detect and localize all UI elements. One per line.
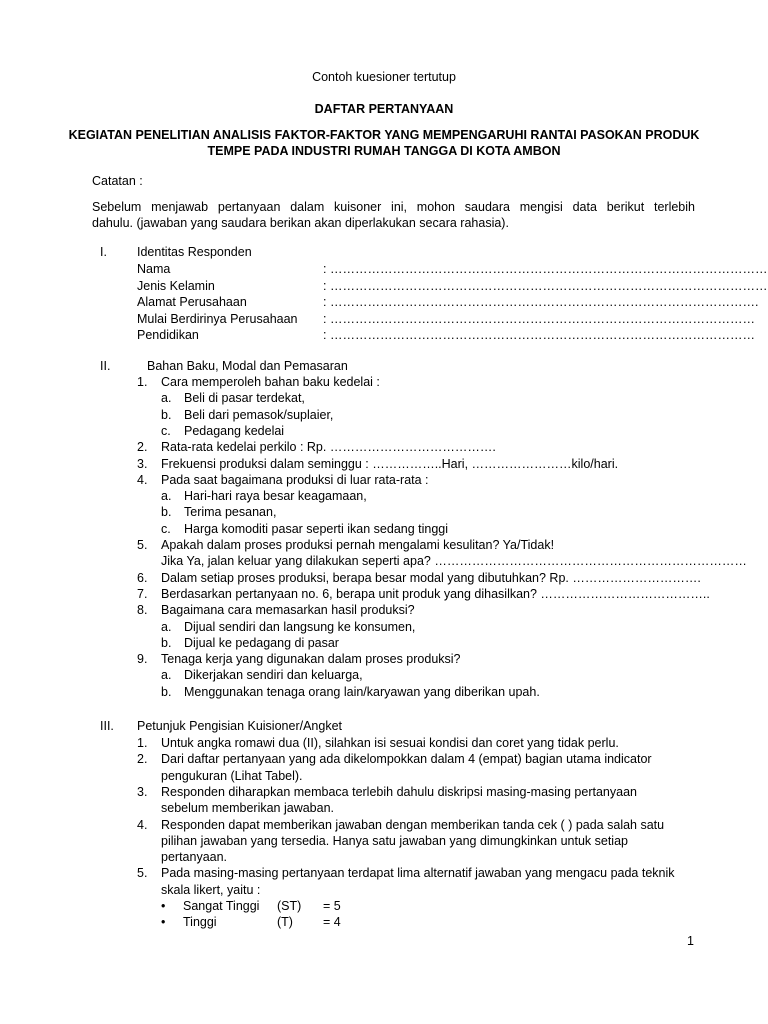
option-text: Harga komoditi pasar seperti ikan sedang tinggi: [184, 521, 449, 536]
option-letter: c.: [161, 423, 171, 438]
scale-label: Tinggi: [183, 915, 217, 930]
option-letter: b.: [161, 635, 172, 650]
scale-value: = 4: [323, 915, 341, 930]
option-letter: a.: [161, 619, 172, 634]
section-2-number: II.: [100, 359, 111, 373]
field-label: Alamat Perusahaan: [137, 295, 247, 310]
question-number: 8.: [137, 603, 148, 618]
question-number: 6.: [137, 570, 148, 585]
scale-abbreviation: (ST): [277, 899, 302, 913]
doc-title-line-1: KEGIATAN PENELITIAN ANALISIS FAKTOR-FAKTOR YANG MEMPENGARUHI RANTAI PASOKAN PRODUK: [68, 128, 700, 142]
option-text: Hari-hari raya besar keagamaan,: [184, 489, 367, 504]
option-text: Dikerjakan sendiri dan keluarga,: [184, 668, 363, 683]
option-text: Terima pesanan,: [184, 505, 277, 520]
page-number: 1: [687, 934, 694, 948]
doc-title-line-2: TEMPE PADA INDUSTRI RUMAH TANGGA DI KOTA AMBON: [207, 144, 561, 158]
catatan-text-line-2: dahulu. (jawaban yang saudara berikan akan diperlakukan secara rahasia).: [92, 216, 509, 230]
option-text: Beli dari pemasok/suplaier,: [184, 407, 334, 422]
question-text: Responden diharapkan membaca terlebih dahulu diskripsi masing-masing pertanyaan: [161, 784, 637, 799]
scale-value: = 5: [323, 899, 341, 913]
question-text: Bagaimana cara memasarkan hasil produksi?: [161, 603, 415, 618]
field-value: : ……………………………………………………………………………………………: [323, 262, 768, 276]
question-text: Frekuensi produksi dalam seminggu : ……………..Hari, ……………………kilo/hari.: [161, 456, 619, 471]
section-3-number: III.: [100, 719, 114, 733]
option-letter: a.: [161, 489, 172, 504]
question-number: 5.: [137, 866, 148, 881]
option-letter: b.: [161, 407, 172, 422]
option-text: Dijual sendiri dan langsung ke konsumen,: [184, 619, 416, 634]
question-text: Pada saat bagaimana produksi di luar rata-rata :: [161, 472, 429, 487]
question-text: Pada masing-masing pertanyaan terdapat lima alternatif jawaban yang mengacu pada teknik: [161, 866, 675, 881]
question-number: 7.: [137, 586, 148, 601]
option-text: Beli di pasar terdekat,: [184, 391, 305, 406]
question-number: 1.: [137, 736, 148, 750]
question-number: 3.: [137, 784, 148, 799]
question-text: Dari daftar pertanyaan yang ada dikelompokkan dalam 4 (empat) bagian utama indicator: [161, 752, 652, 767]
question-number: 4.: [137, 472, 148, 487]
field-value: : ……………………………………………………………………………………………: [323, 278, 768, 293]
continuation-text: pilihan jawaban yang tersedia. Hanya satu jawaban yang dimungkinkan untuk setiap: [161, 833, 628, 848]
scale-label: Sangat Tinggi: [183, 899, 260, 913]
question-text: Rata-rata kedelai perkilo : Rp. ………………………………….: [161, 440, 496, 455]
option-letter: b.: [161, 505, 172, 520]
question-text: Untuk angka romawi dua (II), silahkan isi sesuai kondisi dan coret yang tidak perlu.: [161, 736, 619, 750]
scale-abbreviation: (T): [277, 915, 293, 930]
continuation-text: pertanyaan.: [161, 850, 228, 865]
question-text: Apakah dalam proses produksi pernah mengalami kesulitan? Ya/Tidak!: [161, 538, 555, 552]
field-label: Jenis Kelamin: [137, 278, 215, 293]
option-text: Pedagang kedelai: [184, 423, 285, 438]
question-number: 5.: [137, 538, 148, 552]
field-label: Nama: [137, 262, 171, 276]
section-2-title: Bahan Baku, Modal dan Pemasaran: [147, 359, 348, 373]
option-letter: b.: [161, 684, 172, 699]
continuation-text: sebelum memberikan jawaban.: [161, 801, 335, 816]
field-value: : ………………………………………………………………………………………….: [323, 295, 759, 310]
option-text: Dijual ke pedagang di pasar: [184, 635, 339, 650]
question-number: 2.: [137, 752, 148, 767]
bullet-icon: •: [161, 915, 166, 930]
continuation-text: pengukuran (Lihat Tabel).: [161, 768, 303, 783]
question-number: 4.: [137, 817, 148, 832]
doc-subtitle: Contoh kuesioner tertutup: [312, 70, 456, 84]
option-letter: a.: [161, 391, 172, 406]
continuation-text: skala likert, yaitu :: [161, 882, 261, 897]
question-text: Berdasarkan pertanyaan no. 6, berapa unit produk yang dihasilkan? …………………………………..: [161, 586, 710, 601]
field-value: : …………………………………………………………………………………………: [323, 311, 755, 326]
catatan-text-line-1: Sebelum menjawab pertanyaan dalam kuisoner ini, mohon saudara mengisi data berikut terlebih: [92, 200, 695, 214]
doc-heading: DAFTAR PERTANYAAN: [314, 102, 454, 116]
option-letter: a.: [161, 668, 172, 683]
bullet-icon: •: [161, 899, 166, 913]
section-3-title: Petunjuk Pengisian Kuisioner/Angket: [137, 719, 342, 733]
question-number: 2.: [137, 440, 148, 455]
question-number: 3.: [137, 456, 148, 471]
question-number: 9.: [137, 652, 148, 667]
option-letter: c.: [161, 521, 171, 536]
field-value: : …………………………………………………………………………………………: [323, 328, 755, 343]
section-1-title: Identitas Responden: [137, 245, 252, 259]
option-text: Menggunakan tenaga orang lain/karyawan yang diberikan upah.: [184, 684, 540, 699]
question-number: 1.: [137, 375, 148, 389]
question-text: Dalam setiap proses produksi, berapa besar modal yang dibutuhkan? Rp. ………………………….: [161, 570, 701, 585]
catatan-label: Catatan :: [92, 174, 143, 188]
field-label: Mulai Berdirinya Perusahaan: [137, 311, 298, 326]
continuation-text: Jika Ya, jalan keluar yang dilakukan seperti apa? …………………………………………………………………: [161, 554, 747, 569]
section-1-number: I.: [100, 245, 107, 259]
field-label: Pendidikan: [137, 328, 199, 343]
question-text: Cara memperoleh bahan baku kedelai :: [161, 375, 380, 389]
question-text: Responden dapat memberikan jawaban dengan memberikan tanda cek ( ) pada salah satu: [161, 817, 665, 832]
question-text: Tenaga kerja yang digunakan dalam proses produksi?: [161, 652, 461, 667]
